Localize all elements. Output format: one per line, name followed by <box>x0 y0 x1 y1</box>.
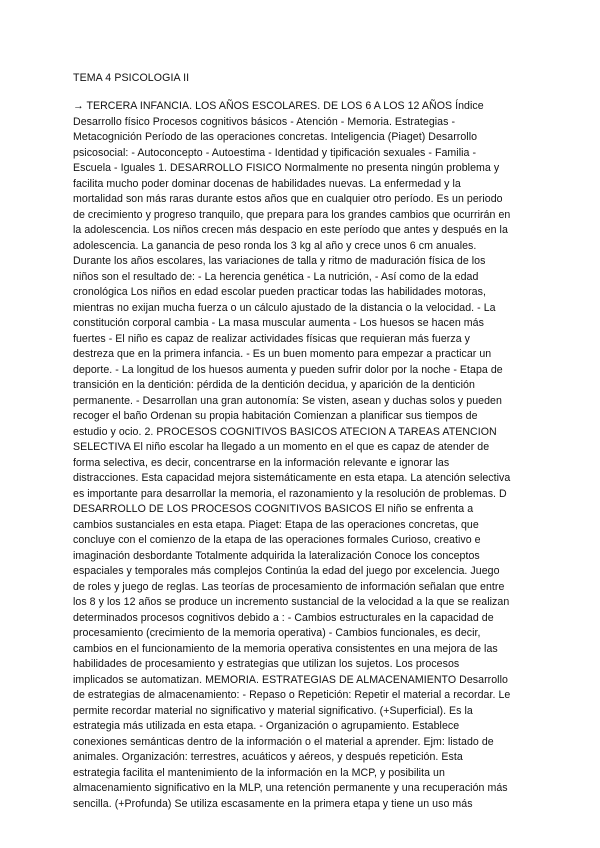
body-text-line: cambios en el funcionamiento de la memoria operativa consistentes en una mejora de las <box>73 642 498 655</box>
body-text-line: espaciales y temporales más complejos Continúa la edad del juego por excelencia. Juego <box>73 565 500 577</box>
body-text-line: estrategia facilita el mantenimiento de la información en la MCP, y posibilita un <box>73 766 445 779</box>
body-text-line: de crecimiento y progreso tranquilo, que prepara para los grandes cambios que ocurrirán en <box>73 208 511 221</box>
body-text-line: adolescencia. La ganancia de peso ronda los 3 kg al año y crece unos 6 cm anuales. <box>73 239 477 252</box>
body-text-line: almacenamiento significativo en la MLP, una retención permanente y una recuperación más <box>73 782 508 794</box>
body-text-line: es importante para desarrollar la memoria, el razonamiento y la resolución de problemas. D <box>73 487 507 500</box>
body-text-line: Desarrollo físico Procesos cognitivos básicos - Atención - Memoria. Estrategias - <box>73 115 456 128</box>
document-body <box>73 99 535 812</box>
body-text-line: facilita mucho poder dominar docenas de habilidades nuevas. La enfermedad y la <box>73 177 461 190</box>
body-text-line: constitución corporal cambia - La masa muscular aumenta - Los huesos se hacen más <box>73 317 484 329</box>
body-text-line: DESARROLLO DE LOS PROCESOS COGNITIVOS BASICOS El niño se enfrenta a <box>73 503 474 515</box>
body-text-line: estudio y ocio. 2. PROCESOS COGNITIVOS BASICOS ATECION A TAREAS ATENCION <box>73 425 497 438</box>
body-text-line: habilidades de procesamiento y estrategias que utilizan los sujetos. Los procesos <box>73 658 460 670</box>
body-text-line: concluye con el comienzo de la etapa de las operaciones formales Curioso, creativo e <box>73 534 481 546</box>
body-text-line: mientras no exijan mucha fuerza o un cálculo ajustado de la distancia o la velocidad. - La <box>73 301 496 314</box>
body-text-line: implicados se automatizan. MEMORIA. ESTRATEGIAS DE ALMACENAMIENTO Desarrollo <box>73 673 508 686</box>
body-text-line: forma selectiva, es decir, concentrarse en la información relevante e ignorar las <box>73 456 450 469</box>
body-text-line: recoger el baño Ordenan su propia habitación Comienzan a planificar sus tiempos de <box>73 410 478 422</box>
body-text-line: de estrategias de almacenamiento: - Repaso o Repetición: Repetir el material a recordar. Le <box>73 689 511 701</box>
body-text-line: la adolescencia. Los niños crecen más despacio en este período que antes y después en la <box>73 224 508 236</box>
body-text-line: imaginación desbordante Totalmente adquirida la lateralización Conoce los conceptos <box>73 549 480 562</box>
body-text-line: mortalidad son más raras durante estos años que en cualquier otro período. Es un periodo <box>73 193 503 205</box>
body-text-line: → TERCERA INFANCIA. LOS AÑOS ESCOLARES. DE LOS 6 A LOS 12 AÑOS Índice <box>73 100 484 112</box>
body-text-line: destreza que en la primera infancia. - Es un buen momento para empezar a practicar un <box>73 348 492 360</box>
body-text-line: deporte. - La longitud de los huesos aumenta y pueden sufrir dolor por la noche - Etapa de <box>73 363 503 376</box>
document-title: TEMA 4 PSICOLOGIA II <box>73 72 190 84</box>
body-text-line: sencilla. (+Profunda) Se utiliza escasamente en la primera etapa y tiene un uso más <box>73 797 473 810</box>
body-text-line: psicosocial: - Autoconcepto - Autoestima - Identidad y tipificación sexuales - Familia - <box>73 146 477 159</box>
body-text-line: distracciones. Esta capacidad mejora sistemáticamente en esta etapa. La atención selectiva <box>73 472 511 484</box>
body-text-line: cronológica Los niños en edad escolar pueden practicar todas las habilidades motoras, <box>73 286 486 298</box>
body-text-line: procesamiento (crecimiento de la memoria operativa) - Cambios funcionales, es decir, <box>73 627 481 639</box>
body-text-line: cambios sustanciales en esta etapa. Piaget: Etapa de las operaciones concretas, que <box>73 518 479 531</box>
body-text-line: permite recordar material no significativo y material significativo. (+Superficial). Es la <box>73 704 473 717</box>
body-text-line: fuertes - El niño es capaz de realizar actividades físicas que requieran más fuerza y <box>73 332 471 345</box>
body-text-line: animales. Organización: terrestres, acuáticos y aéreos, y después repetición. Esta <box>73 751 463 763</box>
body-text-line: Metacognición Período de las operaciones concretas. Inteligencia (Piaget) Desarrollo <box>73 131 478 143</box>
body-text-line: determinados procesos cognitivos debido a : - Cambios estructurales en la capacidad de <box>73 611 494 624</box>
body-text-line: de roles y juego de reglas. Las teorías de procesamiento de información señalan que entre <box>73 580 505 593</box>
body-text-line: permanente. - Desarrollan una gran autonomía: Se visten, asean y duchas solos y pueden <box>73 394 502 407</box>
body-text-line: conexiones semánticas dentro de la información o el material a aprender. Ejm: listado de <box>73 735 494 748</box>
body-text-line: Escuela - Iguales 1. DESARROLLO FISICO Normalmente no presenta ningún problema y <box>73 162 500 174</box>
body-text-line: estrategia más utilizada en esta etapa. - Organización o agrupamiento. Establece <box>73 720 460 732</box>
body-text-line: niños son el resultado de: - La herencia genética - La nutrición, - Así como de la edad <box>73 270 479 283</box>
body-text-line: los 8 y los 12 años se produce un incremento sustancial de la velocidad a la que se realizan <box>73 596 510 608</box>
body-text-line: transición en la dentición: pérdida de la dentición decidua, y aparición de la dentición <box>73 379 475 391</box>
body-text-line: Durante los años escolares, las variaciones de talla y ritmo de maduración física de los <box>73 255 486 267</box>
body-text-line: SELECTIVA El niño escolar ha llegado a un momento en el que es capaz de atender de <box>73 441 490 453</box>
